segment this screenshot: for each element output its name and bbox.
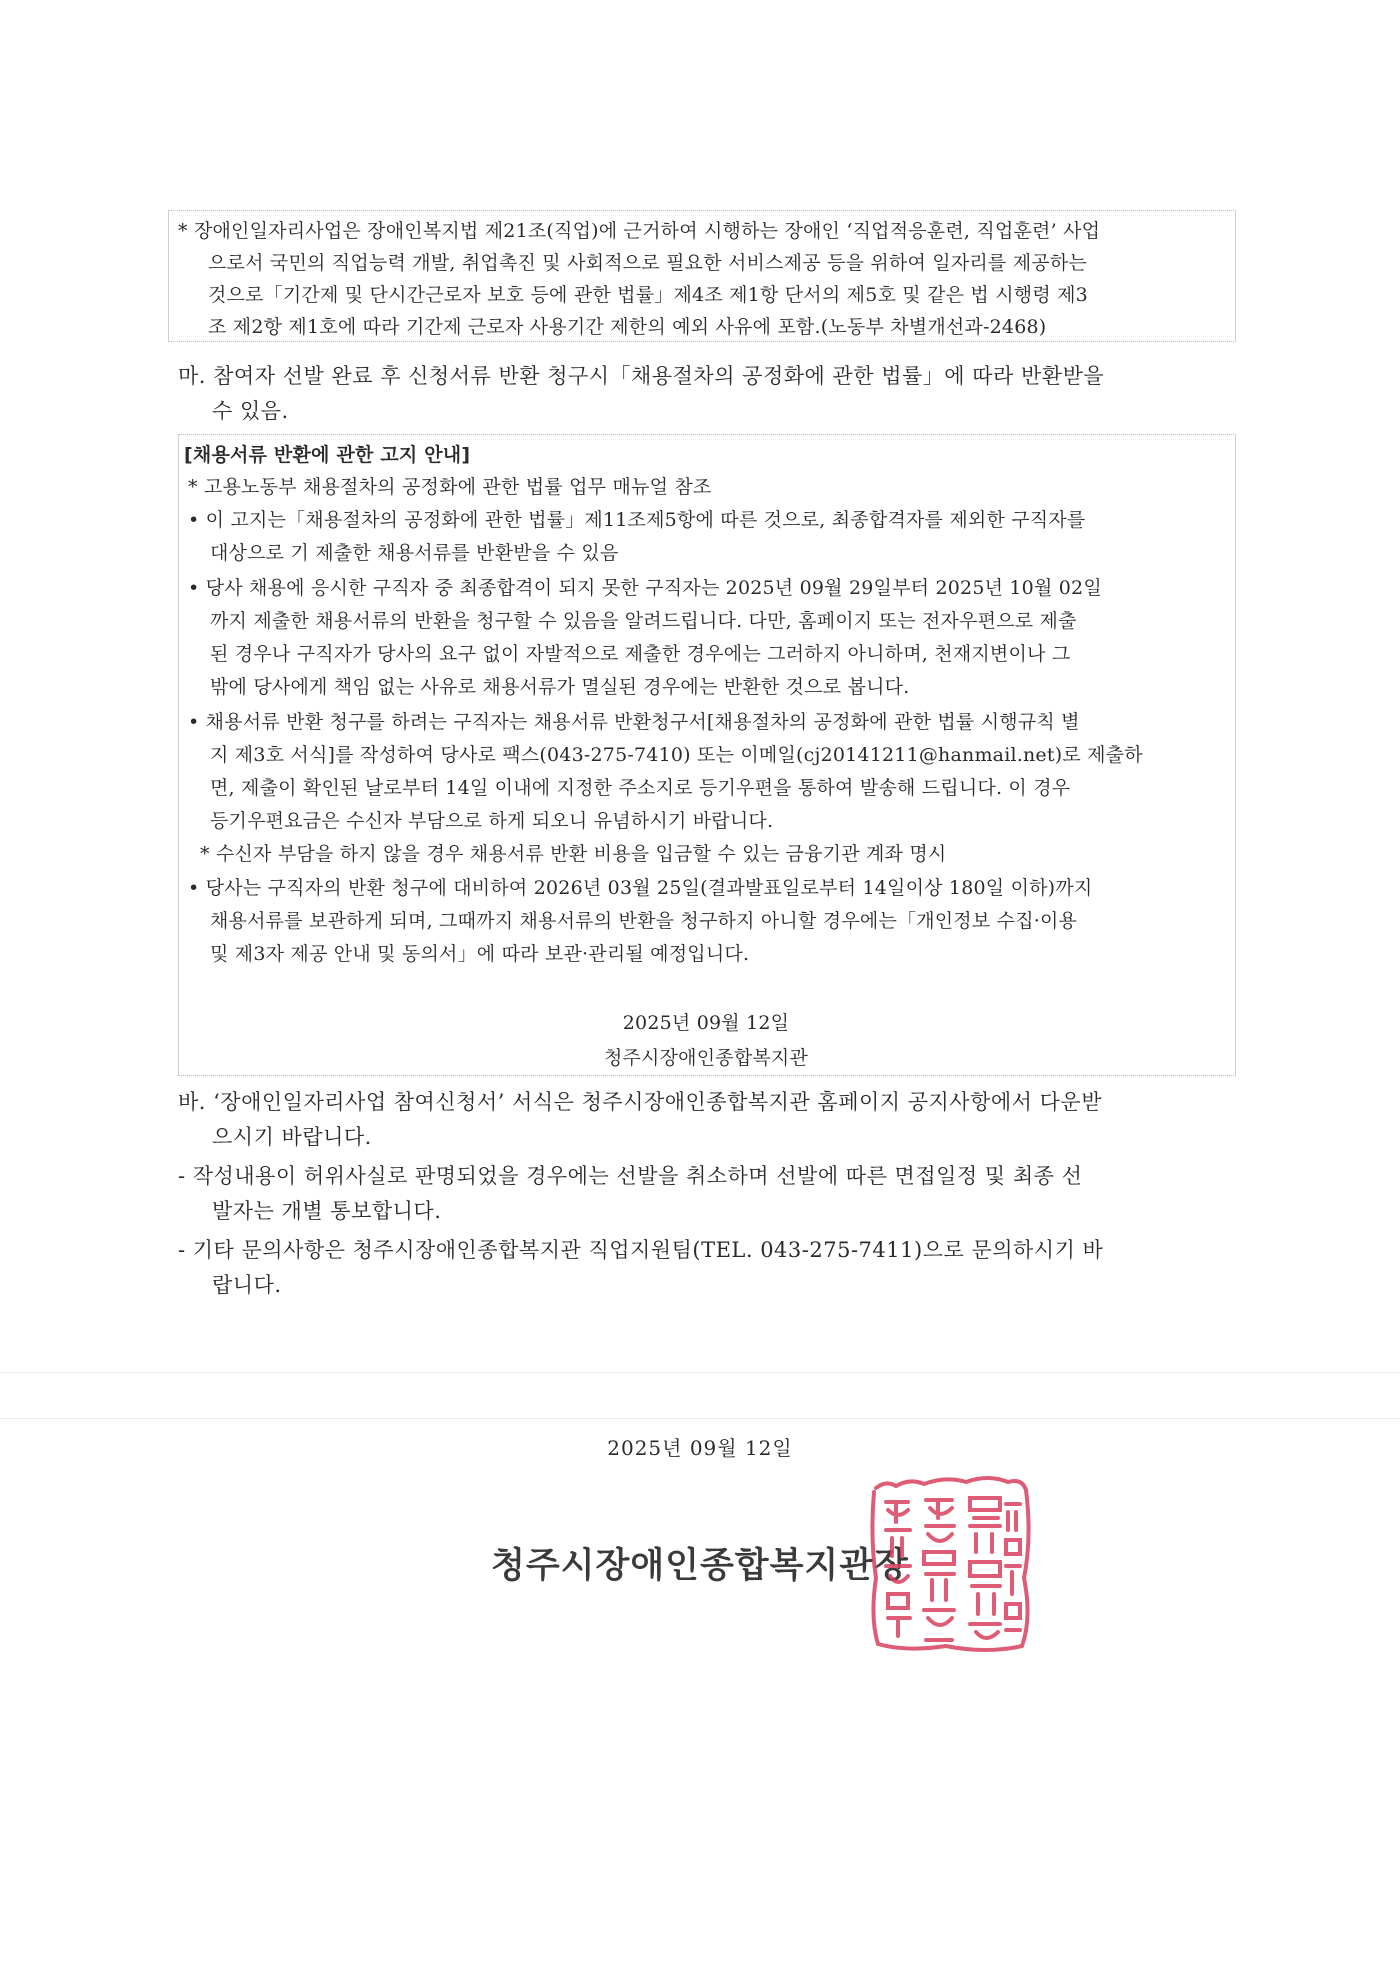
notice-line: • 당사 채용에 응시한 구직자 중 최종합격이 되지 못한 구직자는 2025년 09월 29일부터 2025년 10월 02일	[188, 577, 1102, 599]
notice-line: • 당사는 구직자의 반환 청구에 대비하여 2026년 03월 25일(결과발표일로부터 14일이상 180일 이하)까지	[188, 877, 1093, 899]
item-dash-line: 발자는 개별 통보합니다.	[212, 1199, 442, 1223]
scan-line	[0, 1372, 1400, 1373]
notice-line: 지 제3호 서식]를 작성하여 당사로 팩스(043-275-7410) 또는 이메일(cj20141211@hanmail.net)로 제출하	[210, 744, 1143, 766]
notice-line: 밖에 당사에게 책임 없는 사유로 채용서류가 멸실된 경우에는 반환한 것으로 봅니다.	[210, 676, 910, 698]
notice-date: 2025년 09월 12일	[622, 1012, 790, 1034]
footer-date: 2025년 09월 12일	[607, 1436, 793, 1460]
notice-org: 청주시장애인종합복지관	[603, 1047, 809, 1069]
notice-title: [채용서류 반환에 관한 고지 안내]	[184, 444, 471, 466]
item-dash-line: 랍니다.	[212, 1273, 282, 1297]
legal-note-line: * 장애인일자리사업은 장애인복지법 제21조(직업)에 근거하여 시행하는 장애인 ‘직업적응훈련, 직업훈련’ 사업	[178, 220, 1101, 242]
scan-line	[0, 1418, 1400, 1419]
legal-note-line: 으로서 국민의 직업능력 개발, 취업촉진 및 사회적으로 필요한 서비스제공 등을 위하여 일자리를 제공하는	[208, 252, 1087, 274]
legal-note-line: 것으로「기간제 및 단시간근로자 보호 등에 관한 법률」제4조 제1항 단서의 제5호 및 같은 법 시행령 제3	[208, 284, 1088, 306]
item-dash-line: - 기타 문의사항은 청주시장애인종합복지관 직업지원팀(TEL. 043-275-7411)으로 문의하시기 바	[178, 1238, 1104, 1262]
notice-line: 및 제3자 제공 안내 및 동의서」에 따라 보관·관리될 예정입니다.	[210, 943, 750, 965]
official-seal-stamp	[866, 1468, 1034, 1656]
item-ba-line: 바. ‘장애인일자리사업 참여신청서’ 서식은 청주시장애인종합복지관 홈페이지 공지사항에서 다운받	[178, 1090, 1102, 1114]
item-ma-line: 수 있음.	[212, 399, 289, 423]
item-dash-line: - 작성내용이 허위사실로 판명되었을 경우에는 선발을 취소하며 선발에 따른 면접일정 및 최종 선	[178, 1164, 1083, 1188]
notice-line: * 고용노동부 채용절차의 공정화에 관한 법률 업무 매뉴얼 참조	[188, 476, 712, 498]
notice-line: 대상으로 기 제출한 채용서류를 반환받을 수 있음	[210, 542, 619, 564]
legal-note-line: 조 제2항 제1호에 따라 기간제 근로자 사용기간 제한의 예외 사유에 포함.(노동부 차별개선과-2468)	[208, 316, 1047, 338]
notice-line: * 수신자 부담을 하지 않을 경우 채용서류 반환 비용을 입금할 수 있는 금융기관 계좌 명시	[200, 843, 947, 865]
notice-line: 된 경우나 구직자가 당사의 요구 없이 자발적으로 제출한 경우에는 그러하지 아니하며, 천재지변이나 그	[210, 643, 1071, 665]
notice-line: 까지 제출한 채용서류의 반환을 청구할 수 있음을 알려드립니다. 다만, 홈페이지 또는 전자우편으로 제출	[210, 610, 1077, 632]
notice-line: 채용서류를 보관하게 되며, 그때까지 채용서류의 반환을 청구하지 아니할 경우에는「개인정보 수집·이용	[210, 910, 1078, 932]
footer-organization: 청주시장애인종합복지관장	[491, 1546, 909, 1586]
notice-line: • 이 고지는「채용절차의 공정화에 관한 법률」제11조제5항에 따른 것으로, 최종합격자를 제외한 구직자를	[188, 509, 1086, 531]
notice-line: • 채용서류 반환 청구를 하려는 구직자는 채용서류 반환청구서[채용절차의 공정화에 관한 법률 시행규칙 별	[188, 711, 1080, 733]
item-ma-line: 마. 참여자 선발 완료 후 신청서류 반환 청구시「채용절차의 공정화에 관한 법률」에 따라 반환받을	[178, 364, 1105, 388]
item-ba-line: 으시기 바랍니다.	[212, 1125, 372, 1149]
notice-line: 등기우편요금은 수신자 부담으로 하게 되오니 유념하시기 바랍니다.	[210, 810, 774, 832]
notice-line: 면, 제출이 확인된 날로부터 14일 이내에 지정한 주소지로 등기우편을 통하여 발송해 드립니다. 이 경우	[210, 777, 1071, 799]
